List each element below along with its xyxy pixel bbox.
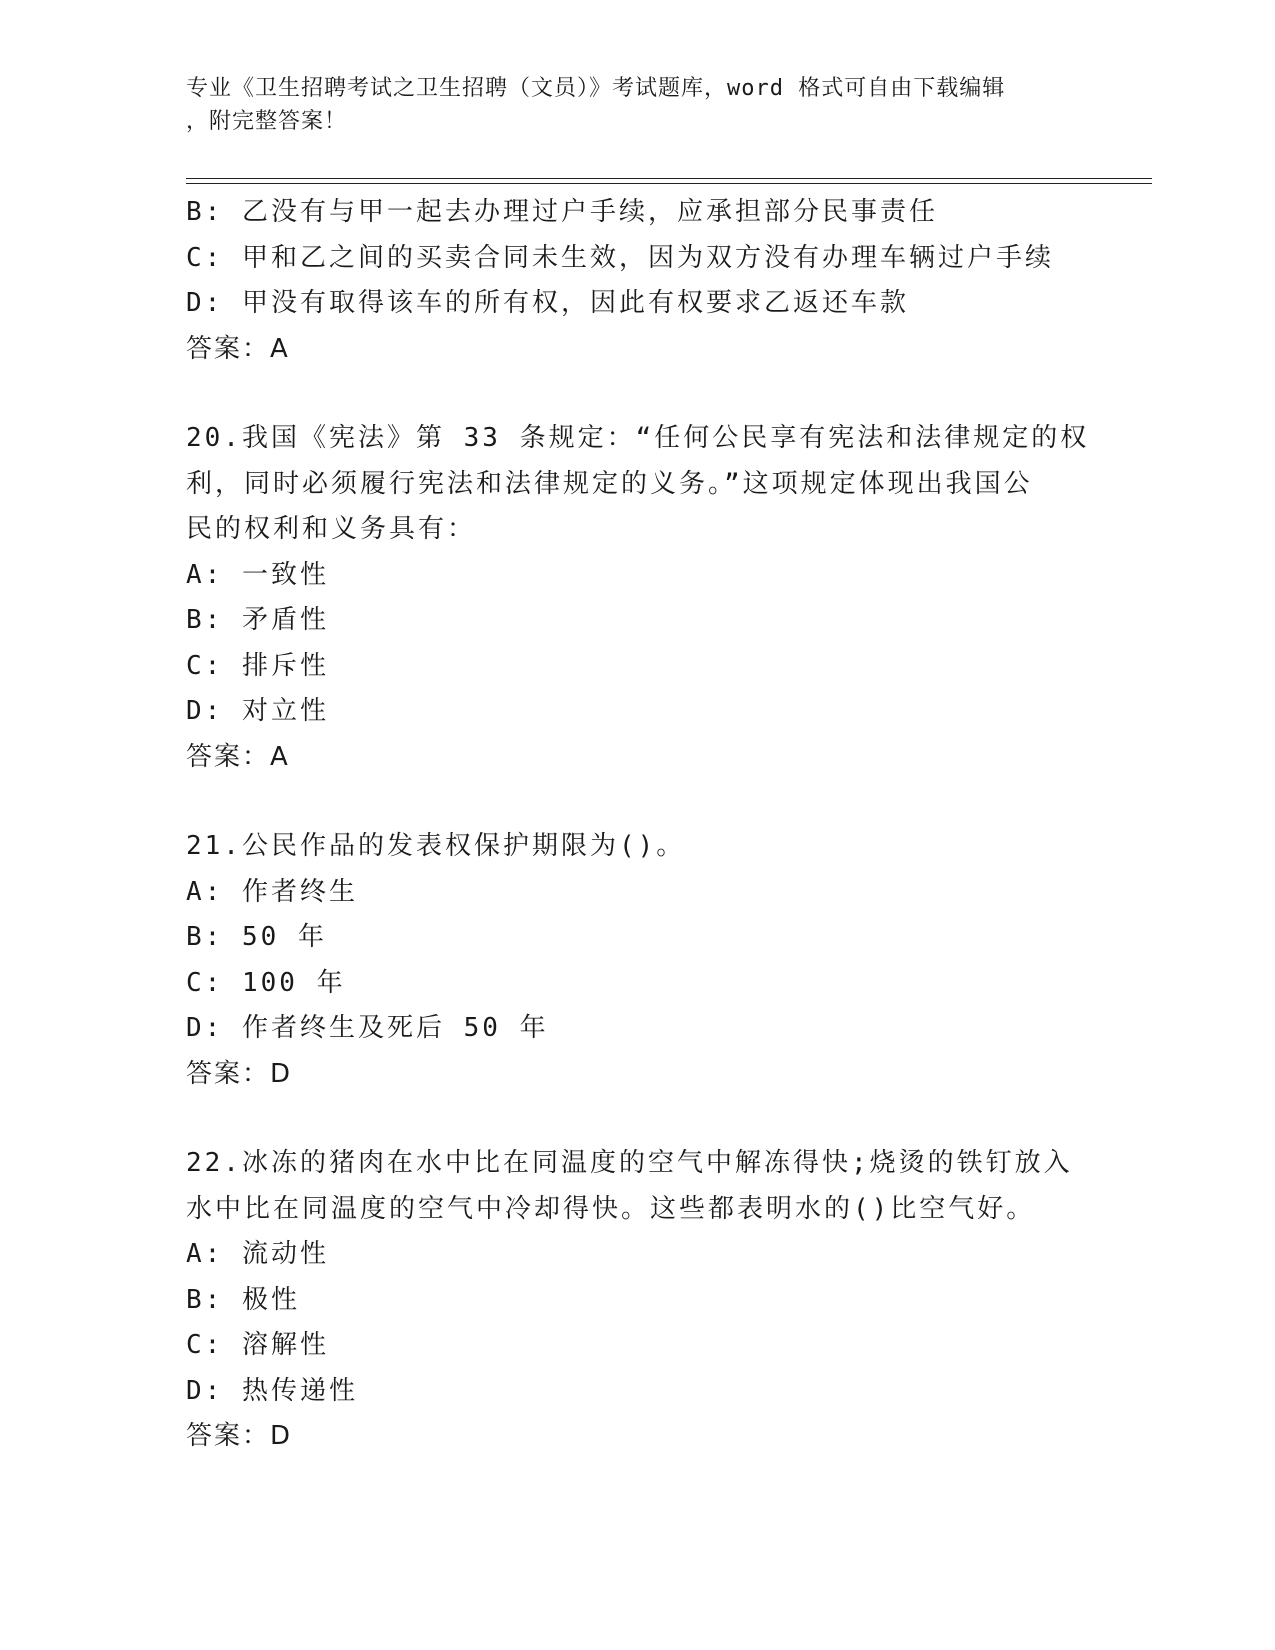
option-b: B: 乙没有与甲一起去办理过户手续，应承担部分民事责任 xyxy=(186,197,938,227)
question-text-line: 水中比在同温度的空气中冷却得快。这些都表明水的()比空气好。 xyxy=(186,1193,1036,1224)
option-d: D: 对立性 xyxy=(186,696,329,726)
question-text-line: 21.公民作品的发表权保护期限为()。 xyxy=(186,831,686,861)
question-text xyxy=(186,416,1090,553)
question-text xyxy=(186,824,1066,870)
header-divider-top xyxy=(186,178,1152,179)
question-block-22 xyxy=(186,1141,1073,1460)
option-b: B: 矛盾性 xyxy=(186,605,329,635)
question-block-21 xyxy=(186,824,1066,1097)
option-b: B: 极性 xyxy=(186,1284,300,1315)
question-text xyxy=(186,1141,1073,1232)
answer-line: 答案：A xyxy=(186,333,290,364)
answer-line: 答案：A xyxy=(186,741,290,772)
question-block-20 xyxy=(186,416,1090,780)
option-d: D: 甲没有取得该车的所有权，因此有权要求乙返还车款 xyxy=(186,288,909,318)
header-line-1: 专业《卫生招聘考试之卫生招聘（文员）》考试题库，word 格式可自由下载编辑 xyxy=(186,76,1006,101)
option-c: C: 溶解性 xyxy=(186,1330,329,1360)
option-d: D: 热传递性 xyxy=(186,1375,358,1406)
option-c: C: 排斥性 xyxy=(186,650,329,681)
header-line-2: ，附完整答案！ xyxy=(186,109,348,134)
header-divider-bottom xyxy=(186,183,1152,184)
option-b: B: 50 年 xyxy=(186,922,327,952)
option-c: C: 100 年 xyxy=(186,967,346,998)
option-a: A: 作者终生 xyxy=(186,876,358,907)
answer-line: 答案：D xyxy=(186,1421,293,1451)
answer-line: 答案：D xyxy=(186,1058,293,1089)
question-list xyxy=(186,190,1090,1460)
question-block-19 xyxy=(186,190,1066,372)
question-text-line: 民的权利和义务具有： xyxy=(186,514,477,544)
option-d: D: 作者终生及死后 50 年 xyxy=(186,1013,549,1043)
question-text-line: 22.冰冻的猪肉在水中比在同温度的空气中解冻得快;烧烫的铁钉放入 xyxy=(186,1148,1073,1178)
question-text-line: 利，同时必须履行宪法和法律规定的义务。”这项规定体现出我国公 xyxy=(186,468,1033,499)
option-a: A: 流动性 xyxy=(186,1239,329,1269)
option-a: A: 一致性 xyxy=(186,559,329,590)
document-header xyxy=(186,72,1086,138)
question-text-line: 20.我国《宪法》第 33 条规定：“任何公民享有宪法和法律规定的权 xyxy=(186,423,1090,453)
option-c: C: 甲和乙之间的买卖合同未生效，因为双方没有办理车辆过户手续 xyxy=(186,242,1054,273)
